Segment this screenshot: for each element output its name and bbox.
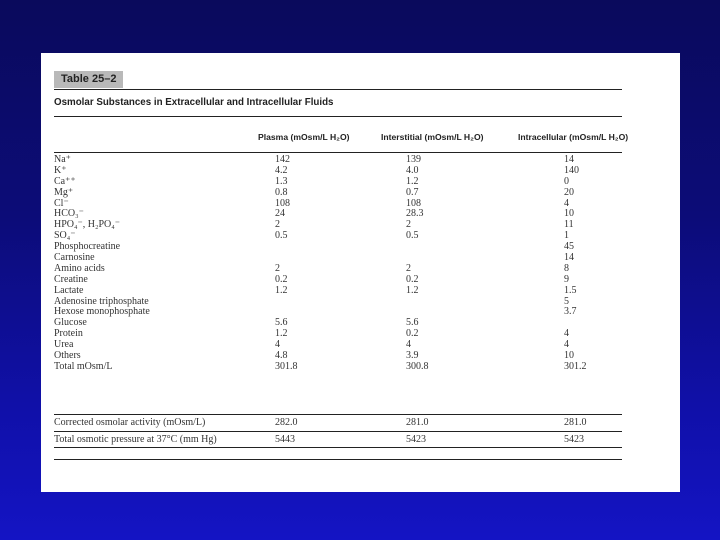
table-row <box>54 230 622 241</box>
intracellular-value: 10 <box>564 208 574 220</box>
interstitial-value: 5.6 <box>406 317 419 329</box>
substance-name: Urea <box>54 339 74 351</box>
intracellular-value: 8 <box>564 262 569 274</box>
plasma-value: 282.0 <box>275 417 298 428</box>
interstitial-value: 0.2 <box>406 328 419 340</box>
intracellular-value: 301.2 <box>564 360 587 372</box>
interstitial-value: 1.2 <box>406 284 419 296</box>
table-row <box>54 219 622 230</box>
substance-name: Cl⁻ <box>54 197 69 209</box>
substance-name: Ca⁺⁺ <box>54 175 76 187</box>
intracellular-value: 4 <box>564 197 569 209</box>
substance-name: K⁺ <box>54 164 67 176</box>
table-row <box>54 339 622 350</box>
substance-name: Adenosine triphosphate <box>54 295 149 307</box>
substance-name: Carnosine <box>54 252 95 264</box>
intracellular-value: 281.0 <box>564 417 587 428</box>
plasma-value: 108 <box>275 197 290 209</box>
plasma-value: 5443 <box>275 434 295 445</box>
plasma-value: 5.6 <box>275 317 288 329</box>
substance-name: SO₄⁻ <box>54 230 76 242</box>
intracellular-value: 0 <box>564 175 569 187</box>
divider <box>54 116 622 117</box>
substance-name: HCO₃⁻ <box>54 208 84 220</box>
interstitial-value: 2 <box>406 219 411 231</box>
intracellular-value: 140 <box>564 164 579 176</box>
intracellular-value: 14 <box>564 154 574 165</box>
table-row <box>54 208 622 219</box>
table-body <box>54 154 622 372</box>
intracellular-value: 20 <box>564 186 574 198</box>
interstitial-value: 28.3 <box>406 208 424 220</box>
interstitial-value: 3.9 <box>406 350 419 362</box>
intracellular-value: 11 <box>564 219 574 231</box>
table-number-label: Table 25–2 <box>54 71 123 88</box>
interstitial-value: 139 <box>406 154 421 165</box>
table-row <box>54 187 622 198</box>
plasma-value: 4.2 <box>275 164 288 176</box>
plasma-value: 4.8 <box>275 350 288 362</box>
divider <box>54 152 622 153</box>
table-row <box>54 198 622 209</box>
table-row <box>54 263 622 274</box>
intracellular-value: 4 <box>564 328 569 340</box>
interstitial-value: 108 <box>406 197 421 209</box>
substance-name: Protein <box>54 328 83 340</box>
interstitial-value: 281.0 <box>406 417 429 428</box>
divider <box>54 447 622 448</box>
intracellular-value: 5 <box>564 295 569 307</box>
interstitial-value: 0.5 <box>406 230 419 242</box>
table-row-corrected-osmolar <box>54 416 622 429</box>
substance-name: Total mOsm/L <box>54 360 113 372</box>
column-header-interstitial: Interstitial (mOsm/L H₂O) <box>381 132 484 142</box>
plasma-value: 24 <box>275 208 285 220</box>
interstitial-value: 2 <box>406 262 411 274</box>
intracellular-value: 9 <box>564 273 569 285</box>
table-row-total <box>54 361 622 372</box>
interstitial-value: 4 <box>406 339 411 351</box>
footer-row-label: Total osmotic pressure at 37°C (mm Hg) <box>54 434 217 445</box>
plasma-value: 2 <box>275 219 280 231</box>
table-title: Osmolar Substances in Extracellular and Intracellular Fluids <box>54 96 334 108</box>
plasma-value: 2 <box>275 262 280 274</box>
plasma-value: 1.3 <box>275 175 288 187</box>
plasma-value: 0.8 <box>275 186 288 198</box>
intracellular-value: 4 <box>564 339 569 351</box>
intracellular-value: 3.7 <box>564 306 577 318</box>
substance-name: Others <box>54 350 81 362</box>
substance-name: Lactate <box>54 284 84 296</box>
substance-name: Amino acids <box>54 262 105 274</box>
interstitial-value: 4.0 <box>406 164 419 176</box>
interstitial-value: 1.2 <box>406 175 419 187</box>
plasma-value: 1.2 <box>275 328 288 340</box>
column-header-intracellular: Intracellular (mOsm/L H₂O) <box>518 132 629 142</box>
substance-name: HPO₄⁻, H₂PO₄⁻ <box>54 219 121 231</box>
substance-name: Hexose monophosphate <box>54 306 150 318</box>
table-row <box>54 176 622 187</box>
divider <box>54 459 622 460</box>
plasma-value: 4 <box>275 339 280 351</box>
table-row <box>54 317 622 328</box>
substance-name: Phosphocreatine <box>54 241 121 253</box>
intracellular-value: 10 <box>564 350 574 362</box>
table-row <box>54 154 622 165</box>
table-row <box>54 285 622 296</box>
interstitial-value: 0.2 <box>406 273 419 285</box>
divider <box>54 414 622 415</box>
plasma-value: 301.8 <box>275 360 298 372</box>
table-row <box>54 274 622 285</box>
table-row <box>54 296 622 307</box>
intracellular-value: 1.5 <box>564 284 577 296</box>
plasma-value: 1.2 <box>275 284 288 296</box>
table-row-osmotic-pressure <box>54 433 622 446</box>
substance-name: Glucose <box>54 317 87 329</box>
table-row <box>54 165 622 176</box>
divider <box>54 431 622 432</box>
substance-name: Na⁺ <box>54 154 71 165</box>
table-row <box>54 350 622 361</box>
table-row <box>54 252 622 263</box>
interstitial-value: 0.7 <box>406 186 419 198</box>
table-row <box>54 306 622 317</box>
table-row <box>54 241 622 252</box>
slide-card <box>41 53 680 492</box>
column-header-plasma: Plasma (mOsm/L H₂O) <box>258 132 350 142</box>
intracellular-value: 5423 <box>564 434 584 445</box>
table-row <box>54 328 622 339</box>
divider <box>54 89 622 90</box>
plasma-value: 0.5 <box>275 230 288 242</box>
intracellular-value: 14 <box>564 252 574 264</box>
plasma-value: 0.2 <box>275 273 288 285</box>
substance-name: Mg⁺ <box>54 186 74 198</box>
interstitial-value: 5423 <box>406 434 426 445</box>
substance-name: Creatine <box>54 273 88 285</box>
intracellular-value: 1 <box>564 230 569 242</box>
intracellular-value: 45 <box>564 241 574 253</box>
plasma-value: 142 <box>275 154 290 165</box>
interstitial-value: 300.8 <box>406 360 429 372</box>
footer-row-label: Corrected osmolar activity (mOsm/L) <box>54 417 206 428</box>
